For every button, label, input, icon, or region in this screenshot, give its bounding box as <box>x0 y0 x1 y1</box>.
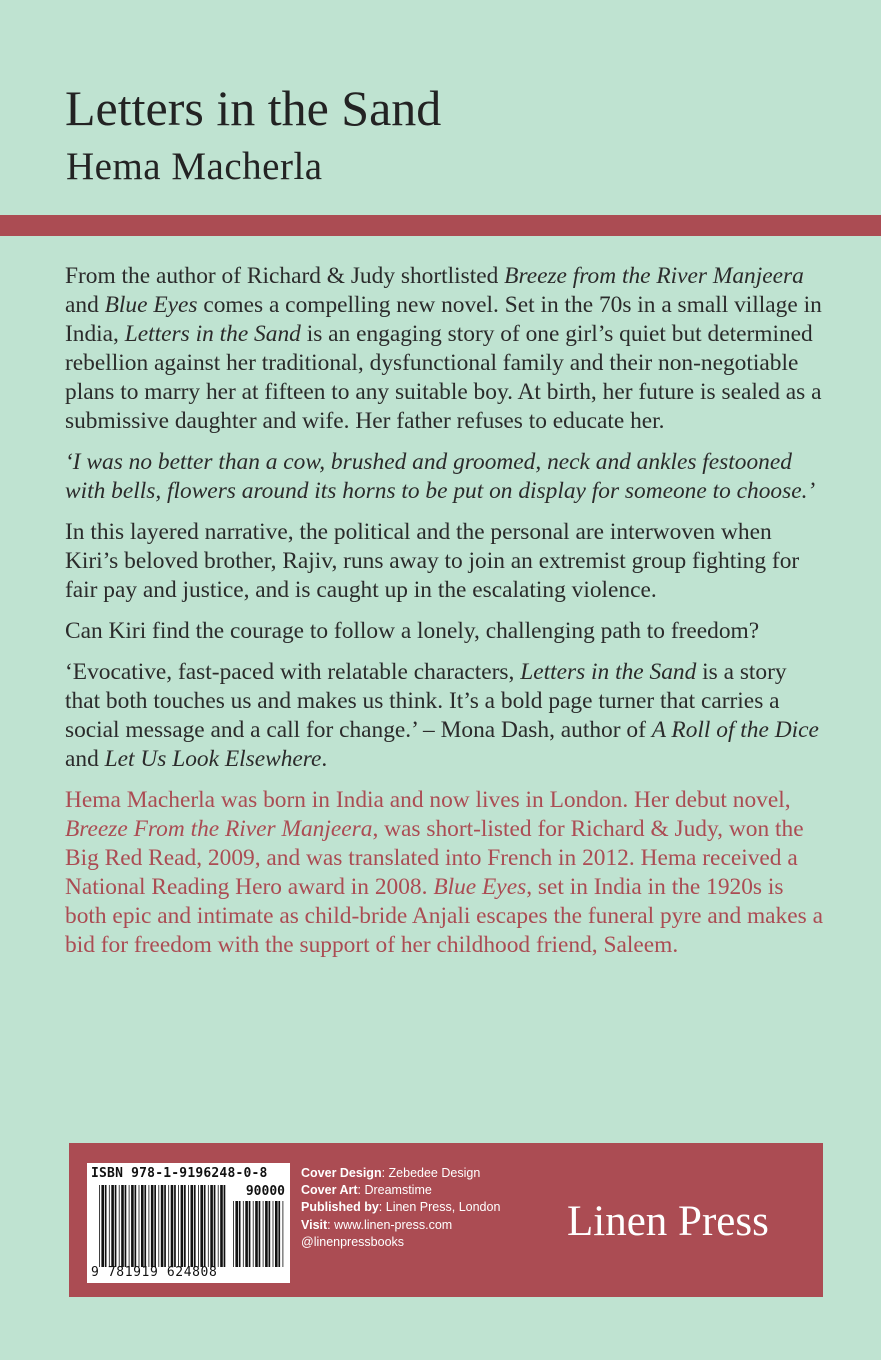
isbn-number: ISBN 978-1-9196248-0-8 <box>91 1166 268 1181</box>
isbn-barcode <box>87 1163 290 1283</box>
author-name: Hema Macherla <box>66 145 323 188</box>
barcode-digits: 9 781919 624808 <box>91 1265 218 1280</box>
divider-band <box>0 215 881 236</box>
cover-credits <box>301 1165 500 1251</box>
barcode-bars <box>99 1185 227 1267</box>
publisher-footer-band <box>69 1143 823 1297</box>
price-barcode-bars <box>233 1201 285 1267</box>
credit-social-handle: @linenpressbooks <box>301 1234 405 1249</box>
excerpt-quote: ‘I was no better than a cow, brushed and groomed, neck and ankles festooned with bells, flowers around its horns to be put on display for someone to choose.’ <box>65 449 816 504</box>
blurb-paragraph-question: Can Kiri find the courage to follow a lonely, challenging path to freedom? <box>65 618 760 644</box>
author-bio: Hema Macherla was born in India and now lives in London. Her debut novel, Breeze From the River Manjeera, was short-listed for Richard & Judy, won the Big Red Read, 2009, and was translated into French in 2012. Hema received a National Reading Hero award in 2008. Blue Eyes, set in India in the 1920s is both epic and intimate as child-bride Anjali escapes the funeral pyre and makes a bid for freedom with the support of her childhood friend, Saleem. <box>65 787 823 958</box>
publisher-logo: Linen Press <box>567 1198 769 1245</box>
review-endorsement: ‘Evocative, fast-paced with relatable characters, Letters in the Sand is a story that both touches us and makes us think. It’s a bold page turner that carries a social message and a call for change.’ – Mona Dash, author of A Roll of the Dice and Let Us Look Elsewhere. <box>65 659 819 772</box>
credit-published-by: Published by: Linen Press, London <box>301 1200 501 1215</box>
blurb-paragraph-narrative: In this layered narrative, the political and the personal are interwoven when Kiri’s beloved brother, Rajiv, runs away to join an extremist group fighting for fair pay and justice, and is caught up in the escalating violence. <box>65 519 800 603</box>
credit-cover-art: Cover Art: Dreamstime <box>301 1183 432 1198</box>
price-code: 90000 <box>245 1184 285 1199</box>
book-title: Letters in the Sand <box>65 80 442 136</box>
back-cover-blurb <box>65 262 825 972</box>
credit-website: Visit: www.linen-press.com <box>301 1217 453 1232</box>
credit-cover-design: Cover Design: Zebedee Design <box>301 1166 481 1180</box>
blurb-paragraph-intro: From the author of Richard & Judy shortlisted Breeze from the River Manjeera and Blue Eyes comes a compelling new novel. Set in the 70s in a small village in India, Letters in the Sand is an engaging story of one girl’s quiet but determined rebellion against her traditional, dysfunctional family and their non-negotiable plans to marry her at fifteen to any suitable boy. At birth, her future is sealed as a submissive daughter and wife. Her father refuses to educate her. <box>65 263 822 434</box>
